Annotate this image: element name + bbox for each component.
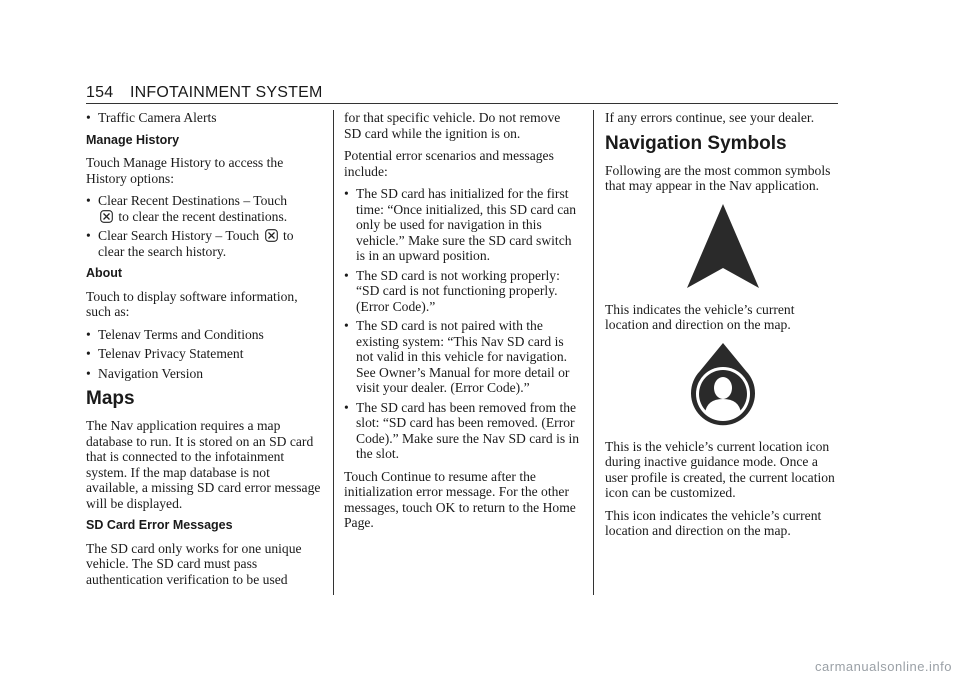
icon-caption-2: This icon indicates the vehicle’s current location and direction on the map. (605, 507, 822, 538)
profile-location-icon (688, 341, 758, 429)
list-item: • Navigation Version (86, 366, 322, 382)
navigation-arrow-icon (683, 202, 763, 292)
page-header (86, 84, 323, 102)
list-item: • The SD card has initialized for the first time: “Once initialized, this SD card can only be used for navigation in this vehicle.” Make sure the SD card switch is in an upward position. (344, 186, 580, 264)
list-item: • The SD card is not working properly: “SD card is not functioning properly. (Error Code).” (344, 268, 580, 315)
list-item: • Traffic Camera Alerts (86, 110, 322, 126)
dealer-paragraph: If any errors continue, see your dealer. (605, 110, 815, 125)
error-list (344, 186, 580, 462)
list-item: • Telenav Terms and Conditions (86, 327, 322, 343)
nav-symbols-intro: Following are the most common symbols that may appear in the Nav application. (605, 162, 831, 193)
traffic-list (86, 110, 322, 126)
about-intro: Touch to display software information, such as: (86, 288, 298, 319)
clear-search-text-a: Clear Search History – Touch (98, 228, 260, 243)
column-2 (344, 110, 580, 538)
manage-history-heading: Manage History (86, 132, 180, 147)
maps-heading: Maps (86, 388, 135, 409)
scenarios-intro: Potential error scenarios and messages include: (344, 148, 554, 179)
delete-x-icon (265, 229, 278, 242)
icon-caption: This is the vehicle’s current location icon during inactive guidance mode. Once a user profile is created, the current location icon can be customized. (605, 438, 835, 500)
page-number: 154 (86, 84, 114, 101)
list-item: • The SD card is not paired with the existing system: “This Nav SD card is not valid in this vehicle for navigation. See Owner’s Manual for more detail or visit your dealer. (Error Code).” (344, 318, 580, 396)
delete-x-icon (100, 210, 113, 223)
about-heading: About (86, 266, 123, 280)
column-divider (593, 110, 594, 595)
list-item-clear-recent (86, 193, 322, 224)
about-list (86, 327, 322, 382)
column-1 (86, 110, 322, 594)
manage-history-intro: Touch Manage History to access the History options: (86, 155, 284, 186)
column-divider (333, 110, 334, 595)
arrow-caption: This indicates the vehicle’s current location and direction on the map. (605, 301, 795, 332)
maps-paragraph: The Nav application requires a map database to run. It is stored on an SD card that is connected to the infotainment system. If the map database is not available, a missing SD card error message will be displayed. (86, 418, 321, 511)
navigation-symbols-heading: Navigation Symbols (605, 132, 787, 154)
clear-recent-text-b: to clear the recent destinations. (118, 208, 288, 224)
column-3 (605, 110, 841, 546)
list-item-clear-search (86, 228, 322, 259)
sd-paragraph: The SD card only works for one unique vehicle. The SD card must pass authentication verification to be used (86, 540, 302, 587)
clear-recent-text-a: Clear Recent Destinations – Touch (98, 193, 288, 208)
list-item: • The SD card has been removed from the slot: “SD card has been removed. (Error Code).” Make sure the Nav SD card is in the slot. (344, 400, 580, 462)
history-options-list (86, 193, 322, 259)
watermark: carmanualsonline.info (815, 659, 952, 674)
sd-error-heading: SD Card Error Messages (86, 518, 233, 532)
continued-paragraph: for that specific vehicle. Do not remove SD card while the ignition is on. (344, 110, 561, 141)
list-item: • Telenav Privacy Statement (86, 346, 322, 362)
section-title: INFOTAINMENT SYSTEM (129, 84, 323, 101)
clear-search-text-b: to clear the search history. (98, 228, 294, 259)
continue-paragraph: Touch Continue to resume after the initialization error message. For the other messages, touch OK to return to the Home Page. (344, 468, 576, 530)
header-rule (86, 103, 838, 104)
